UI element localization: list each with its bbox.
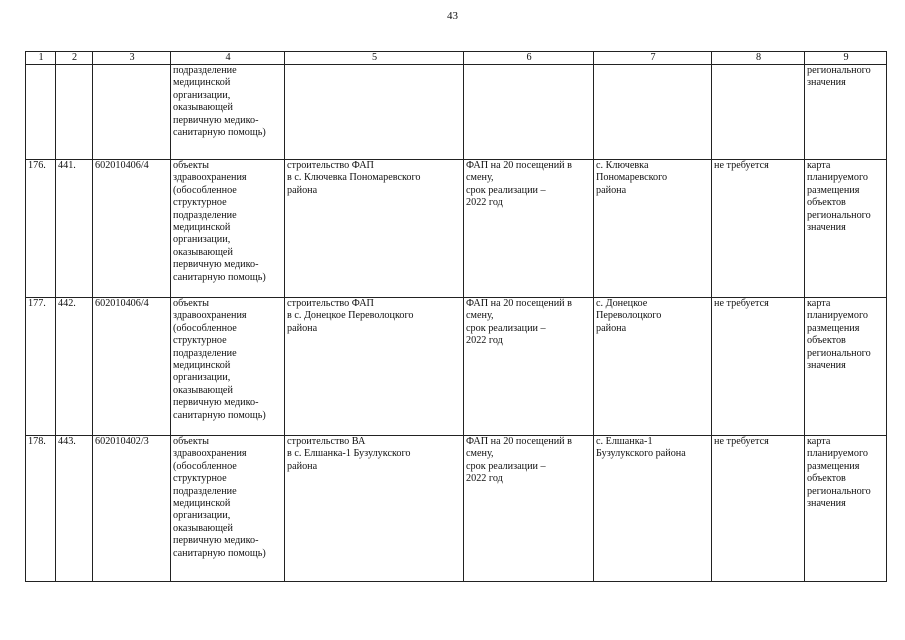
cell-number (56, 65, 93, 160)
cell-code: 602010406/4 (93, 298, 171, 436)
table-row (26, 160, 887, 298)
cell-map: карта планируемого размещения объектов регионального значения (805, 436, 887, 582)
cell-object-type: объекты здравоохранения (обособленное структурное подразделение медицинской организации, оказывающей первичную медико- санитарную помощь) (171, 160, 285, 298)
cell-name (285, 65, 464, 160)
cell-code (93, 65, 171, 160)
cell-name: строительство ФАП в с. Донецкое Переволоцкого района (285, 298, 464, 436)
cell-code: 602010406/4 (93, 160, 171, 298)
cell-characteristics: ФАП на 20 посещений в смену, срок реализации – 2022 год (464, 298, 594, 436)
cell-map: карта планируемого размещения объектов регионального значения (805, 298, 887, 436)
cell-object-type: объекты здравоохранения (обособленное структурное подразделение медицинской организации, оказывающей первичную медико- санитарную помощь) (171, 436, 285, 582)
cell-index: 178. (26, 436, 56, 582)
cell-object-type: объекты здравоохранения (обособленное структурное подразделение медицинской организации, оказывающей первичную медико- санитарную помощь) (171, 298, 285, 436)
table-row (26, 298, 887, 436)
document-table (25, 51, 887, 582)
table-row-continuation (26, 65, 887, 160)
cell-location: с. Елшанка-1 Бузулукского района (594, 436, 712, 582)
cell-map: регионального значения (805, 65, 887, 160)
cell-index (26, 65, 56, 160)
cell-map: карта планируемого размещения объектов регионального значения (805, 160, 887, 298)
cell-index: 177. (26, 298, 56, 436)
page-number: 43 (447, 10, 458, 22)
header-cell: 6 (464, 52, 594, 65)
header-cell: 8 (712, 52, 805, 65)
cell-name: строительство ВА в с. Елшанка-1 Бузулукского района (285, 436, 464, 582)
cell-zone: не требуется (712, 160, 805, 298)
table-row (26, 436, 887, 582)
cell-object-type: подразделение медицинской организации, оказывающей первичную медико- санитарную помощь) (171, 65, 285, 160)
header-cell: 9 (805, 52, 887, 65)
table-header-row (26, 52, 887, 65)
cell-zone (712, 65, 805, 160)
cell-characteristics: ФАП на 20 посещений в смену, срок реализации – 2022 год (464, 160, 594, 298)
cell-characteristics: ФАП на 20 посещений в смену, срок реализации – 2022 год (464, 436, 594, 582)
cell-location: с. Ключевка Пономаревского района (594, 160, 712, 298)
cell-location: с. Донецкое Переволоцкого района (594, 298, 712, 436)
cell-characteristics (464, 65, 594, 160)
header-cell: 2 (56, 52, 93, 65)
cell-name: строительство ФАП в с. Ключевка Пономаревского района (285, 160, 464, 298)
cell-code: 602010402/3 (93, 436, 171, 582)
cell-zone: не требуется (712, 436, 805, 582)
header-cell: 4 (171, 52, 285, 65)
cell-index: 176. (26, 160, 56, 298)
cell-number: 441. (56, 160, 93, 298)
header-cell: 7 (594, 52, 712, 65)
cell-zone: не требуется (712, 298, 805, 436)
cell-location (594, 65, 712, 160)
cell-number: 443. (56, 436, 93, 582)
header-cell: 1 (26, 52, 56, 65)
header-cell: 5 (285, 52, 464, 65)
header-cell: 3 (93, 52, 171, 65)
cell-number: 442. (56, 298, 93, 436)
